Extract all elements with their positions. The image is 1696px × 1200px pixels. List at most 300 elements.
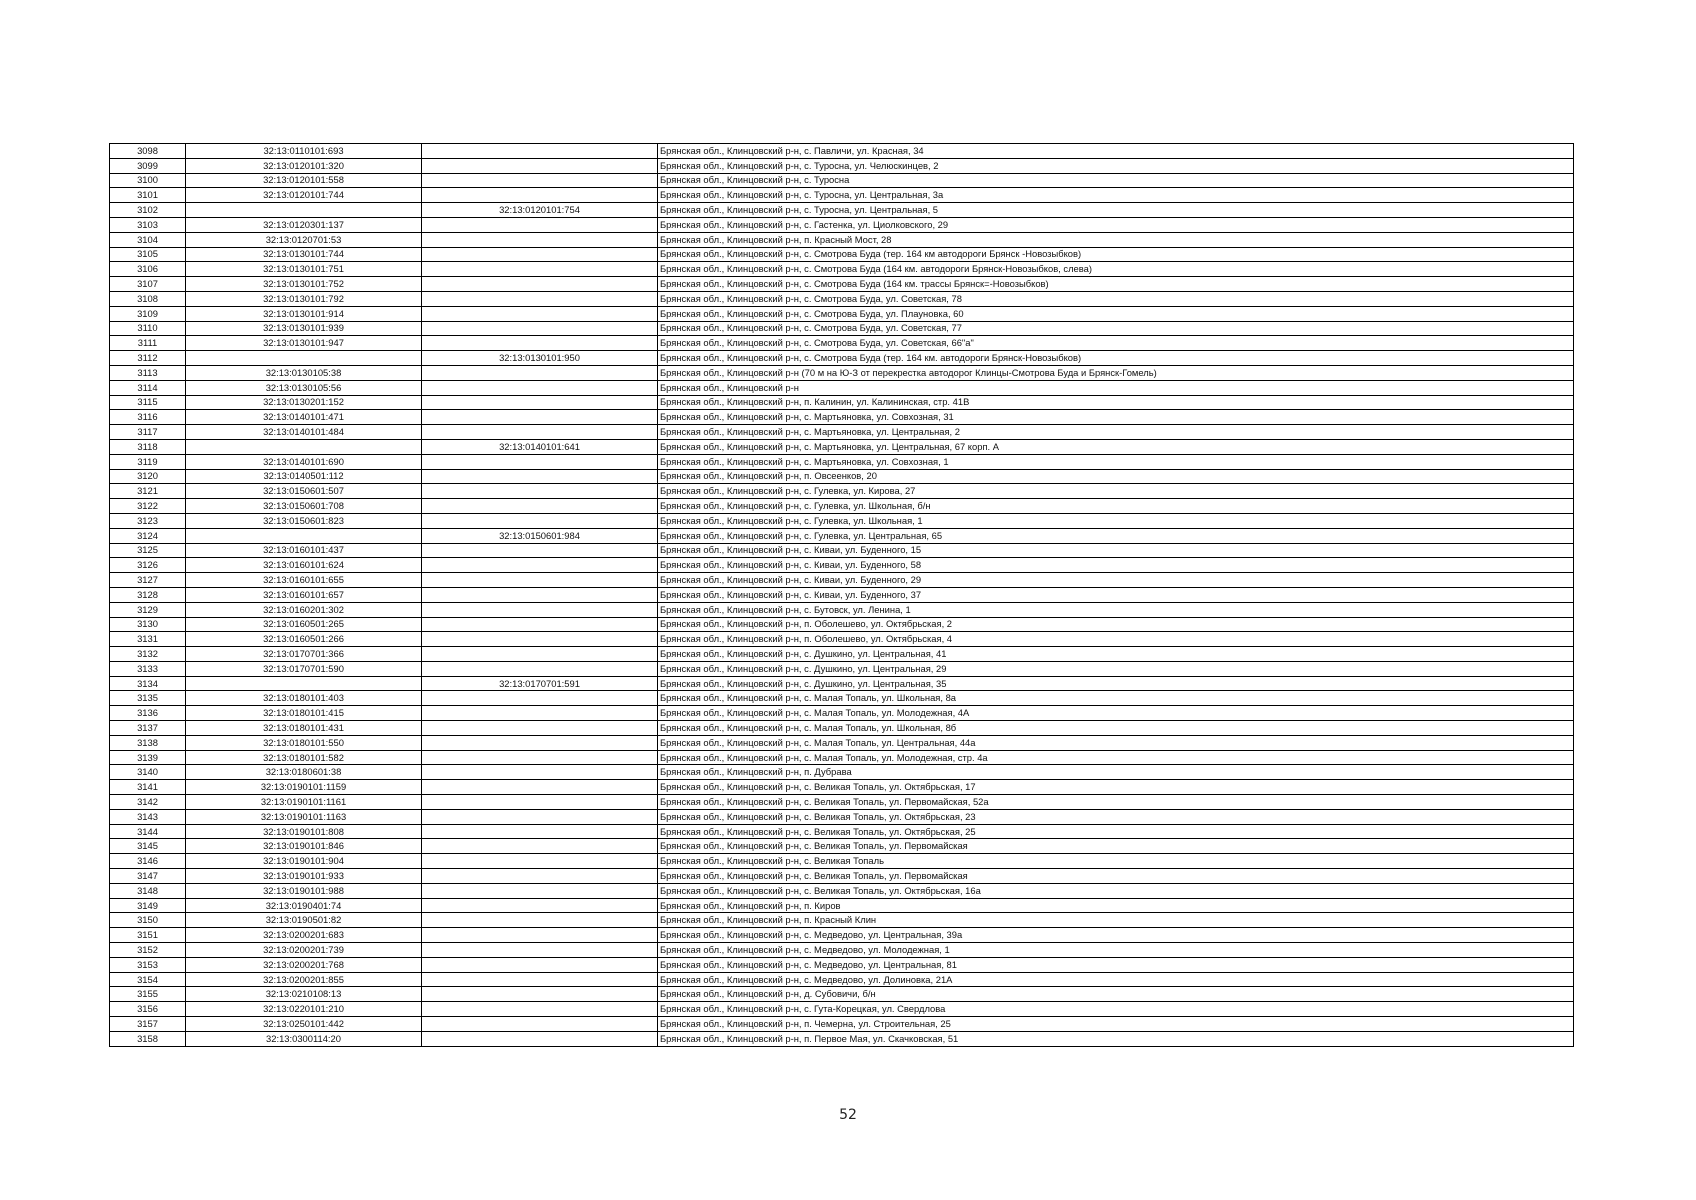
- cadastral-number-cell: 32:13:0160101:657: [186, 587, 422, 602]
- address-cell: Брянская обл., Клинцовский р-н, с. Великая Топаль, ул. Октябрьская, 16а: [658, 883, 1574, 898]
- cadastral-number-cell: 32:13:0140101:471: [186, 410, 422, 425]
- address-cell: Брянская обл., Клинцовский р-н, с. Гулевка, ул. Школьная, 1: [658, 513, 1574, 528]
- cadastral-number-alt-cell: [422, 158, 658, 173]
- cadastral-number-cell: 32:13:0130101:914: [186, 306, 422, 321]
- row-number-cell: 3146: [110, 854, 186, 869]
- cadastral-number-alt-cell: [422, 262, 658, 277]
- address-cell: Брянская обл., Клинцовский р-н, с. Душкино, ул. Центральная, 35: [658, 676, 1574, 691]
- cadastral-number-cell: 32:13:0200201:768: [186, 957, 422, 972]
- table-row: [110, 676, 1574, 691]
- table-row: [110, 321, 1574, 336]
- row-number-cell: 3148: [110, 883, 186, 898]
- address-cell: Брянская обл., Клинцовский р-н, с. Гастенка, ул. Циолковского, 29: [658, 217, 1574, 232]
- table-row: [110, 824, 1574, 839]
- table-row: [110, 987, 1574, 1002]
- cadastral-number-cell: 32:13:0190101:1159: [186, 780, 422, 795]
- row-number-cell: 3098: [110, 144, 186, 159]
- address-cell: Брянская обл., Клинцовский р-н, п. Красный Мост, 28: [658, 232, 1574, 247]
- table-row: [110, 306, 1574, 321]
- cadastral-number-cell: 32:13:0170701:590: [186, 661, 422, 676]
- address-cell: Брянская обл., Клинцовский р-н, с. Павличи, ул. Красная, 34: [658, 144, 1574, 159]
- address-cell: Брянская обл., Клинцовский р-н, с. Великая Топаль, ул. Октябрьская, 17: [658, 780, 1574, 795]
- cadastral-number-alt-cell: [422, 173, 658, 188]
- cadastral-number-alt-cell: [422, 883, 658, 898]
- table-row: [110, 809, 1574, 824]
- address-cell: Брянская обл., Клинцовский р-н, с. Мартьяновка, ул. Центральная, 67 корп. А: [658, 439, 1574, 454]
- row-number-cell: 3112: [110, 351, 186, 366]
- cadastral-number-cell: 32:13:0150601:708: [186, 499, 422, 514]
- cadastral-number-alt-cell: [422, 499, 658, 514]
- cadastral-number-alt-cell: [422, 661, 658, 676]
- table-row: [110, 972, 1574, 987]
- cadastral-number-cell: 32:13:0120101:320: [186, 158, 422, 173]
- address-cell: Брянская обл., Клинцовский р-н, с. Великая Топаль, ул. Первомайская: [658, 839, 1574, 854]
- cadastral-number-cell: 32:13:0130105:38: [186, 365, 422, 380]
- cadastral-number-alt-cell: [422, 395, 658, 410]
- table-row: [110, 854, 1574, 869]
- address-cell: Брянская обл., Клинцовский р-н, с. Гута-Корецкая, ул. Свердлова: [658, 1002, 1574, 1017]
- cadastral-number-alt-cell: [422, 839, 658, 854]
- table-row: [110, 173, 1574, 188]
- table-row: [110, 425, 1574, 440]
- cadastral-number-alt-cell: [422, 587, 658, 602]
- row-number-cell: 3102: [110, 203, 186, 218]
- cadastral-number-cell: 32:13:0190401:74: [186, 898, 422, 913]
- cadastral-number-cell: 32:13:0170701:366: [186, 647, 422, 662]
- cadastral-number-alt-cell: [422, 144, 658, 159]
- cadastral-number-cell: 32:13:0120101:744: [186, 188, 422, 203]
- cadastral-number-cell: 32:13:0190101:846: [186, 839, 422, 854]
- address-cell: Брянская обл., Клинцовский р-н, п. Чемерна, ул. Строительная, 25: [658, 1017, 1574, 1032]
- row-number-cell: 3132: [110, 647, 186, 662]
- table-row: [110, 721, 1574, 736]
- table-row: [110, 469, 1574, 484]
- table-row: [110, 144, 1574, 159]
- cadastral-number-alt-cell: [422, 617, 658, 632]
- table-row: [110, 410, 1574, 425]
- address-cell: Брянская обл., Клинцовский р-н, с. Великая Топаль, ул. Октябрьская, 23: [658, 809, 1574, 824]
- cadastral-number-cell: 32:13:0130201:152: [186, 395, 422, 410]
- cadastral-number-cell: [186, 528, 422, 543]
- row-number-cell: 3120: [110, 469, 186, 484]
- cadastral-number-cell: 32:13:0110101:693: [186, 144, 422, 159]
- table-row: [110, 750, 1574, 765]
- table-row: [110, 277, 1574, 292]
- address-cell: Брянская обл., Клинцовский р-н, с. Смотрова Буда, ул. Советская, 66"а": [658, 336, 1574, 351]
- address-cell: Брянская обл., Клинцовский р-н, п. Первое Мая, ул. Скачковская, 51: [658, 1031, 1574, 1046]
- row-number-cell: 3153: [110, 957, 186, 972]
- table-row: [110, 543, 1574, 558]
- row-number-cell: 3116: [110, 410, 186, 425]
- address-cell: Брянская обл., Клинцовский р-н, с. Смотрова Буда (тер. 164 км. автодороги Брянск-Новозыбков): [658, 351, 1574, 366]
- row-number-cell: 3155: [110, 987, 186, 1002]
- row-number-cell: 3129: [110, 602, 186, 617]
- table-row: [110, 943, 1574, 958]
- address-cell: Брянская обл., Клинцовский р-н, с. Туросна, ул. Центральная, 5: [658, 203, 1574, 218]
- cadastral-number-alt-cell: [422, 647, 658, 662]
- cadastral-number-alt-cell: [422, 1002, 658, 1017]
- address-cell: Брянская обл., Клинцовский р-н, с. Великая Топаль, ул. Первомайская: [658, 869, 1574, 884]
- address-cell: Брянская обл., Клинцовский р-н, с. Смотрова Буда (164 км. трассы Брянск=-Новозыбков): [658, 277, 1574, 292]
- row-number-cell: 3141: [110, 780, 186, 795]
- address-cell: Брянская обл., Клинцовский р-н, п. Дубрава: [658, 765, 1574, 780]
- cadastral-number-alt-cell: [422, 247, 658, 262]
- address-cell: Брянская обл., Клинцовский р-н, с. Медведово, ул. Молодежная, 1: [658, 943, 1574, 958]
- cadastral-number-alt-cell: [422, 765, 658, 780]
- cadastral-number-alt-cell: 32:13:0140101:641: [422, 439, 658, 454]
- cadastral-number-alt-cell: [422, 706, 658, 721]
- table-body: [110, 144, 1574, 1047]
- cadastral-number-cell: [186, 351, 422, 366]
- table-row: [110, 632, 1574, 647]
- cadastral-number-cell: 32:13:0160501:265: [186, 617, 422, 632]
- cadastral-number-alt-cell: [422, 1017, 658, 1032]
- row-number-cell: 3109: [110, 306, 186, 321]
- cadastral-number-alt-cell: [422, 573, 658, 588]
- cadastral-number-cell: 32:13:0150601:823: [186, 513, 422, 528]
- row-number-cell: 3131: [110, 632, 186, 647]
- address-cell: Брянская обл., Клинцовский р-н, с. Гулевка, ул. Школьная, б/н: [658, 499, 1574, 514]
- row-number-cell: 3118: [110, 439, 186, 454]
- cadastral-number-alt-cell: [422, 232, 658, 247]
- row-number-cell: 3144: [110, 824, 186, 839]
- cadastral-number-alt-cell: [422, 277, 658, 292]
- cadastral-number-alt-cell: [422, 809, 658, 824]
- address-cell: Брянская обл., Клинцовский р-н, с. Душкино, ул. Центральная, 41: [658, 647, 1574, 662]
- row-number-cell: 3156: [110, 1002, 186, 1017]
- cadastral-number-alt-cell: [422, 632, 658, 647]
- address-cell: Брянская обл., Клинцовский р-н, с. Гулевка, ул. Центральная, 65: [658, 528, 1574, 543]
- row-number-cell: 3108: [110, 291, 186, 306]
- table-row: [110, 439, 1574, 454]
- address-cell: Брянская обл., Клинцовский р-н, п. Оболешево, ул. Октябрьская, 2: [658, 617, 1574, 632]
- cadastral-number-cell: 32:13:0140101:690: [186, 454, 422, 469]
- cadastral-number-alt-cell: [422, 217, 658, 232]
- table-row: [110, 217, 1574, 232]
- cadastral-number-cell: 32:13:0220101:210: [186, 1002, 422, 1017]
- address-cell: Брянская обл., Клинцовский р-н, с. Малая Топаль, ул. Центральная, 44а: [658, 735, 1574, 750]
- cadastral-number-cell: 32:13:0180601:38: [186, 765, 422, 780]
- address-cell: Брянская обл., Клинцовский р-н, с. Мартьяновка, ул. Совхозная, 31: [658, 410, 1574, 425]
- cadastral-number-cell: 32:13:0160101:437: [186, 543, 422, 558]
- cadastral-number-alt-cell: [422, 691, 658, 706]
- cadastral-number-alt-cell: [422, 513, 658, 528]
- table-row: [110, 617, 1574, 632]
- cadastral-number-alt-cell: 32:13:0170701:591: [422, 676, 658, 691]
- table-row: [110, 291, 1574, 306]
- cadastral-number-cell: 32:13:0180101:403: [186, 691, 422, 706]
- row-number-cell: 3128: [110, 587, 186, 602]
- table-row: [110, 647, 1574, 662]
- table-row: [110, 262, 1574, 277]
- cadastral-number-cell: 32:13:0190101:808: [186, 824, 422, 839]
- address-cell: Брянская обл., Клинцовский р-н, с. Киваи, ул. Буденного, 37: [658, 587, 1574, 602]
- table-row: [110, 336, 1574, 351]
- cadastral-number-alt-cell: [422, 750, 658, 765]
- cadastral-number-cell: 32:13:0210108:13: [186, 987, 422, 1002]
- cadastral-number-cell: 32:13:0140101:484: [186, 425, 422, 440]
- row-number-cell: 3124: [110, 528, 186, 543]
- address-cell: Брянская обл., Клинцовский р-н, с. Медведово, ул. Центральная, 81: [658, 957, 1574, 972]
- cadastral-number-alt-cell: [422, 721, 658, 736]
- cadastral-number-alt-cell: [422, 425, 658, 440]
- table-row: [110, 232, 1574, 247]
- row-number-cell: 3113: [110, 365, 186, 380]
- address-cell: Брянская обл., Клинцовский р-н, д. Субовичи, б/н: [658, 987, 1574, 1002]
- cadastral-number-alt-cell: [422, 602, 658, 617]
- cadastral-number-alt-cell: [422, 454, 658, 469]
- cadastral-number-cell: [186, 439, 422, 454]
- cadastral-number-alt-cell: [422, 928, 658, 943]
- address-cell: Брянская обл., Клинцовский р-н, с. Киваи, ул. Буденного, 15: [658, 543, 1574, 558]
- address-cell: Брянская обл., Клинцовский р-н, с. Великая Топаль, ул. Октябрьская, 25: [658, 824, 1574, 839]
- address-cell: Брянская обл., Клинцовский р-н, с. Смотрова Буда (164 км. автодороги Брянск-Новозыбков, слева): [658, 262, 1574, 277]
- cadastral-number-cell: 32:13:0200201:739: [186, 943, 422, 958]
- row-number-cell: 3117: [110, 425, 186, 440]
- cadastral-number-cell: 32:13:0190101:904: [186, 854, 422, 869]
- table-row: [110, 869, 1574, 884]
- table-row: [110, 691, 1574, 706]
- cadastral-number-alt-cell: [422, 780, 658, 795]
- row-number-cell: 3130: [110, 617, 186, 632]
- row-number-cell: 3127: [110, 573, 186, 588]
- cadastral-number-alt-cell: [422, 469, 658, 484]
- address-cell: Брянская обл., Клинцовский р-н, с. Мартьяновка, ул. Центральная, 2: [658, 425, 1574, 440]
- table-row: [110, 913, 1574, 928]
- row-number-cell: 3135: [110, 691, 186, 706]
- address-cell: Брянская обл., Клинцовский р-н, с. Малая Топаль, ул. Молодежная, стр. 4а: [658, 750, 1574, 765]
- cadastral-number-alt-cell: [422, 795, 658, 810]
- cadastral-number-alt-cell: [422, 1031, 658, 1046]
- table-row: [110, 1017, 1574, 1032]
- cadastral-number-cell: 32:13:0130101:751: [186, 262, 422, 277]
- cadastral-number-alt-cell: [422, 291, 658, 306]
- table-row: [110, 395, 1574, 410]
- cadastral-number-cell: 32:13:0190501:82: [186, 913, 422, 928]
- cadastral-number-alt-cell: [422, 943, 658, 958]
- address-cell: Брянская обл., Клинцовский р-н, с. Смотрова Буда, ул. Советская, 78: [658, 291, 1574, 306]
- cadastral-number-cell: 32:13:0160101:624: [186, 558, 422, 573]
- address-cell: Брянская обл., Клинцовский р-н, с. Бутовск, ул. Ленина, 1: [658, 602, 1574, 617]
- address-cell: Брянская обл., Клинцовский р-н, с. Смотрова Буда (тер. 164 км автодороги Брянск -Новозыбков): [658, 247, 1574, 262]
- cadastral-number-alt-cell: [422, 957, 658, 972]
- row-number-cell: 3158: [110, 1031, 186, 1046]
- cadastral-number-alt-cell: [422, 824, 658, 839]
- cadastral-number-alt-cell: [422, 987, 658, 1002]
- cadastral-number-alt-cell: [422, 380, 658, 395]
- address-cell: Брянская обл., Клинцовский р-н, п. Калинин, ул. Калининская, стр. 41В: [658, 395, 1574, 410]
- table-row: [110, 573, 1574, 588]
- row-number-cell: 3150: [110, 913, 186, 928]
- cadastral-number-cell: 32:13:0200201:683: [186, 928, 422, 943]
- cadastral-number-alt-cell: [422, 854, 658, 869]
- table-row: [110, 765, 1574, 780]
- cadastral-number-cell: 32:13:0160101:655: [186, 573, 422, 588]
- page-number: 52: [839, 1107, 857, 1123]
- row-number-cell: 3139: [110, 750, 186, 765]
- cadastral-number-cell: 32:13:0200201:855: [186, 972, 422, 987]
- row-number-cell: 3123: [110, 513, 186, 528]
- cadastral-number-cell: 32:13:0130105:56: [186, 380, 422, 395]
- cadastral-number-cell: 32:13:0130101:939: [186, 321, 422, 336]
- cadastral-number-cell: 32:13:0160501:266: [186, 632, 422, 647]
- row-number-cell: 3152: [110, 943, 186, 958]
- cadastral-number-alt-cell: [422, 410, 658, 425]
- row-number-cell: 3119: [110, 454, 186, 469]
- address-cell: Брянская обл., Клинцовский р-н, с. Малая Топаль, ул. Школьная, 8а: [658, 691, 1574, 706]
- cadastral-number-alt-cell: 32:13:0150601:984: [422, 528, 658, 543]
- address-cell: Брянская обл., Клинцовский р-н: [658, 380, 1574, 395]
- table-row: [110, 706, 1574, 721]
- address-cell: Брянская обл., Клинцовский р-н, п. Овсеенков, 20: [658, 469, 1574, 484]
- cadastral-number-alt-cell: [422, 321, 658, 336]
- row-number-cell: 3105: [110, 247, 186, 262]
- cadastral-number-cell: 32:13:0190101:988: [186, 883, 422, 898]
- row-number-cell: 3126: [110, 558, 186, 573]
- cadastral-number-cell: 32:13:0150601:507: [186, 484, 422, 499]
- row-number-cell: 3154: [110, 972, 186, 987]
- table-row: [110, 839, 1574, 854]
- table-row: [110, 1002, 1574, 1017]
- cadastral-number-alt-cell: [422, 188, 658, 203]
- row-number-cell: 3134: [110, 676, 186, 691]
- table-row: [110, 247, 1574, 262]
- row-number-cell: 3140: [110, 765, 186, 780]
- cadastral-number-cell: 32:13:0130101:752: [186, 277, 422, 292]
- address-cell: Брянская обл., Клинцовский р-н, с. Душкино, ул. Центральная, 29: [658, 661, 1574, 676]
- address-cell: Брянская обл., Клинцовский р-н, с. Великая Топаль, ул. Первомайская, 52а: [658, 795, 1574, 810]
- row-number-cell: 3137: [110, 721, 186, 736]
- table-row: [110, 351, 1574, 366]
- cadastral-number-cell: 32:13:0190101:1163: [186, 809, 422, 824]
- cadastral-number-cell: 32:13:0180101:431: [186, 721, 422, 736]
- table-row: [110, 661, 1574, 676]
- table-row: [110, 528, 1574, 543]
- row-number-cell: 3133: [110, 661, 186, 676]
- table-row: [110, 454, 1574, 469]
- address-cell: Брянская обл., Клинцовский р-н, с. Киваи, ул. Буденного, 29: [658, 573, 1574, 588]
- row-number-cell: 3138: [110, 735, 186, 750]
- row-number-cell: 3107: [110, 277, 186, 292]
- cadastral-number-alt-cell: [422, 869, 658, 884]
- cadastral-number-cell: 32:13:0190101:1161: [186, 795, 422, 810]
- address-cell: Брянская обл., Клинцовский р-н, с. Медведово, ул. Долиновка, 21А: [658, 972, 1574, 987]
- row-number-cell: 3103: [110, 217, 186, 232]
- row-number-cell: 3106: [110, 262, 186, 277]
- row-number-cell: 3125: [110, 543, 186, 558]
- cadastral-number-alt-cell: 32:13:0120101:754: [422, 203, 658, 218]
- table-row: [110, 1031, 1574, 1046]
- row-number-cell: 3115: [110, 395, 186, 410]
- row-number-cell: 3143: [110, 809, 186, 824]
- row-number-cell: 3122: [110, 499, 186, 514]
- address-cell: Брянская обл., Клинцовский р-н, с. Киваи, ул. Буденного, 58: [658, 558, 1574, 573]
- row-number-cell: 3151: [110, 928, 186, 943]
- table-row: [110, 780, 1574, 795]
- cadastral-number-cell: 32:13:0250101:442: [186, 1017, 422, 1032]
- cadastral-number-alt-cell: [422, 913, 658, 928]
- address-cell: Брянская обл., Клинцовский р-н, с. Туросна, ул. Челюскинцев, 2: [658, 158, 1574, 173]
- cadastral-number-cell: 32:13:0130101:744: [186, 247, 422, 262]
- address-cell: Брянская обл., Клинцовский р-н, с. Малая Топаль, ул. Школьная, 8б: [658, 721, 1574, 736]
- table-row: [110, 928, 1574, 943]
- table-row: [110, 587, 1574, 602]
- cadastral-number-cell: 32:13:0120101:558: [186, 173, 422, 188]
- table-row: [110, 203, 1574, 218]
- cadastral-number-alt-cell: [422, 898, 658, 913]
- address-cell: Брянская обл., Клинцовский р-н, с. Туросна: [658, 173, 1574, 188]
- table-row: [110, 735, 1574, 750]
- table-row: [110, 365, 1574, 380]
- cadastral-number-cell: [186, 203, 422, 218]
- cadastral-number-cell: 32:13:0160201:302: [186, 602, 422, 617]
- table-row: [110, 158, 1574, 173]
- cadastral-number-cell: 32:13:0190101:933: [186, 869, 422, 884]
- row-number-cell: 3111: [110, 336, 186, 351]
- row-number-cell: 3149: [110, 898, 186, 913]
- cadastral-number-cell: 32:13:0300114:20: [186, 1031, 422, 1046]
- cadastral-number-cell: 32:13:0130101:947: [186, 336, 422, 351]
- cadastral-number-cell: 32:13:0130101:792: [186, 291, 422, 306]
- cadastral-number-cell: 32:13:0140501:112: [186, 469, 422, 484]
- cadastral-number-alt-cell: [422, 306, 658, 321]
- table-row: [110, 795, 1574, 810]
- row-number-cell: 3157: [110, 1017, 186, 1032]
- row-number-cell: 3104: [110, 232, 186, 247]
- address-cell: Брянская обл., Клинцовский р-н, с. Туросна, ул. Центральная, 3а: [658, 188, 1574, 203]
- address-cell: Брянская обл., Клинцовский р-н, с. Медведово, ул. Центральная, 39а: [658, 928, 1574, 943]
- row-number-cell: 3121: [110, 484, 186, 499]
- table-row: [110, 484, 1574, 499]
- cadastral-number-cell: 32:13:0180101:415: [186, 706, 422, 721]
- table-row: [110, 513, 1574, 528]
- cadastral-table: [109, 143, 1574, 1047]
- cadastral-number-cell: 32:13:0180101:550: [186, 735, 422, 750]
- address-cell: Брянская обл., Клинцовский р-н, п. Красный Клин: [658, 913, 1574, 928]
- row-number-cell: 3101: [110, 188, 186, 203]
- cadastral-number-alt-cell: [422, 735, 658, 750]
- row-number-cell: 3099: [110, 158, 186, 173]
- row-number-cell: 3136: [110, 706, 186, 721]
- row-number-cell: 3110: [110, 321, 186, 336]
- table-row: [110, 602, 1574, 617]
- cadastral-number-alt-cell: [422, 484, 658, 499]
- cadastral-number-alt-cell: 32:13:0130101:950: [422, 351, 658, 366]
- cadastral-number-alt-cell: [422, 972, 658, 987]
- address-cell: Брянская обл., Клинцовский р-н, п. Киров: [658, 898, 1574, 913]
- address-cell: Брянская обл., Клинцовский р-н, с. Гулевка, ул. Кирова, 27: [658, 484, 1574, 499]
- table-row: [110, 499, 1574, 514]
- cadastral-number-cell: 32:13:0180101:582: [186, 750, 422, 765]
- table-row: [110, 898, 1574, 913]
- table-row: [110, 380, 1574, 395]
- row-number-cell: 3145: [110, 839, 186, 854]
- row-number-cell: 3100: [110, 173, 186, 188]
- cadastral-number-alt-cell: [422, 365, 658, 380]
- cadastral-number-cell: [186, 676, 422, 691]
- row-number-cell: 3114: [110, 380, 186, 395]
- cadastral-number-cell: 32:13:0120701:53: [186, 232, 422, 247]
- address-cell: Брянская обл., Клинцовский р-н, с. Малая Топаль, ул. Молодежная, 4А: [658, 706, 1574, 721]
- table-row: [110, 883, 1574, 898]
- address-cell: Брянская обл., Клинцовский р-н, с. Мартьяновка, ул. Совхозная, 1: [658, 454, 1574, 469]
- cadastral-number-alt-cell: [422, 558, 658, 573]
- table-row: [110, 558, 1574, 573]
- address-cell: Брянская обл., Клинцовский р-н, с. Смотрова Буда, ул. Плауновка, 60: [658, 306, 1574, 321]
- address-cell: Брянская обл., Клинцовский р-н (70 м на Ю-З от перекрестка автодорог Клинцы-Смотрова Буда и Брянск-Гомель): [658, 365, 1574, 380]
- address-cell: Брянская обл., Клинцовский р-н, с. Великая Топаль: [658, 854, 1574, 869]
- row-number-cell: 3142: [110, 795, 186, 810]
